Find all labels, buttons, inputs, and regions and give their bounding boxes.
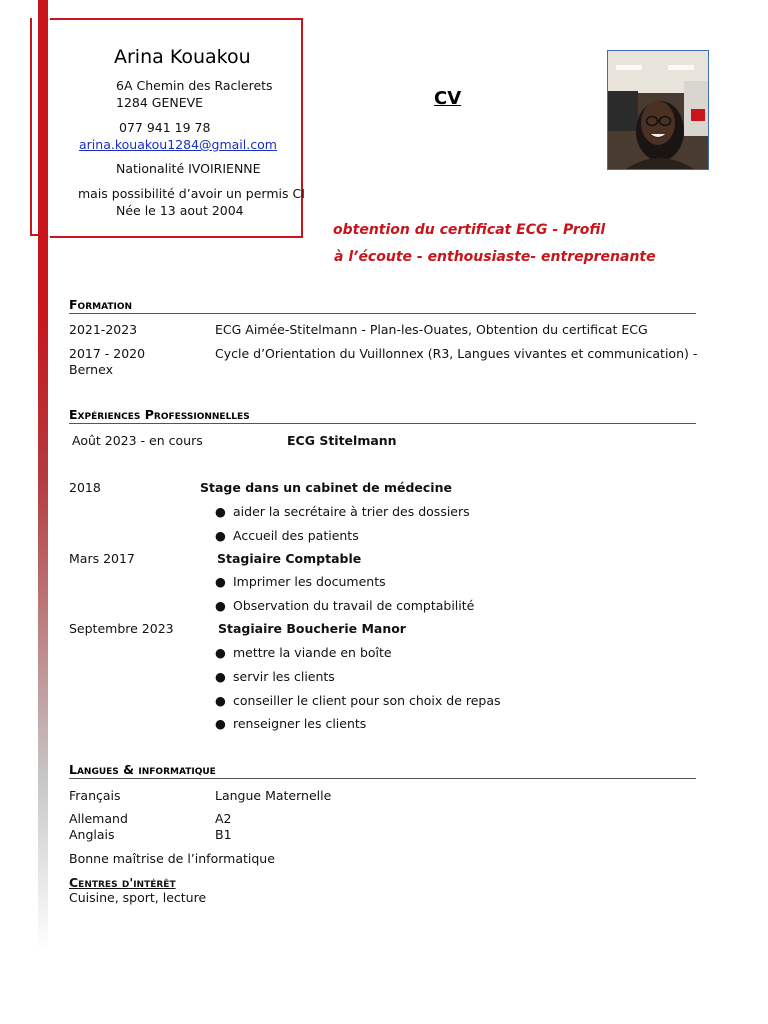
language-level: A2 — [215, 811, 232, 826]
language-name: Français — [69, 788, 121, 803]
bullet-icon: ● — [215, 598, 226, 613]
experiences-heading: Expériences Professionnelles — [69, 407, 696, 424]
nationality: Nationalité IVOIRIENNE — [116, 161, 261, 176]
cv-title: CV — [434, 88, 462, 109]
bullet-text: mettre la viande en boîte — [233, 645, 392, 660]
language-name: Allemand — [69, 811, 128, 826]
bullet-icon: ● — [215, 716, 226, 731]
profile-line1: obtention du certificat ECG - Profil — [333, 222, 606, 238]
experience-period: Mars 2017 — [69, 551, 135, 566]
bullet-icon: ● — [215, 669, 226, 684]
experience-title: Stagiaire Comptable — [217, 551, 362, 566]
contact-box-left-line — [30, 18, 32, 236]
language-name: Anglais — [69, 827, 115, 842]
experience-period: Septembre 2023 — [69, 621, 174, 636]
experience-title: ECG Stitelmann — [287, 433, 397, 448]
interests-text: Cuisine, sport, lecture — [69, 890, 207, 905]
address-line1: 6A Chemin des Raclerets — [116, 78, 273, 93]
bullet-icon: ● — [215, 645, 226, 660]
formation-desc-continued: Bernex — [69, 362, 113, 377]
experience-period: Août 2023 - en cours — [72, 433, 203, 448]
language-level: B1 — [215, 827, 232, 842]
bullet-text: Accueil des patients — [233, 528, 359, 543]
address-line2: 1284 GENEVE — [116, 95, 204, 110]
phone-number: 077 941 19 78 — [119, 120, 211, 135]
formation-desc: Cycle d’Orientation du Vuillonnex (R3, Langues vivantes et communication) - — [215, 346, 698, 361]
bullet-icon: ● — [215, 693, 226, 708]
formation-period: 2021-2023 — [69, 322, 138, 337]
experience-title: Stagiaire Boucherie Manor — [218, 621, 406, 636]
it-skills: Bonne maîtrise de l’informatique — [69, 851, 275, 866]
language-level: Langue Maternelle — [215, 788, 332, 803]
bullet-icon: ● — [215, 528, 226, 543]
profile-line2: à l’écoute - enthousiaste- entreprenante — [334, 249, 656, 265]
decorative-red-bar — [38, 0, 48, 950]
bullet-text: aider la secrétaire à trier des dossiers — [233, 504, 470, 519]
birth-date: Née le 13 aout 2004 — [116, 203, 244, 218]
permit-note: mais possibilité d’avoir un permis CI — [78, 186, 305, 201]
email-link[interactable]: arina.kouakou1284@gmail.com — [79, 137, 277, 152]
contact-box-left-foot — [30, 234, 38, 236]
formation-heading: Formation — [69, 297, 696, 314]
bullet-text: Observation du travail de comptabilité — [233, 598, 475, 613]
experience-title: Stage dans un cabinet de médecine — [200, 480, 452, 495]
bullet-icon: ● — [215, 504, 226, 519]
bullet-text: renseigner les clients — [233, 716, 367, 731]
experience-period: 2018 — [69, 480, 101, 495]
bullet-text: conseiller le client pour son choix de repas — [233, 693, 501, 708]
bullet-text: servir les clients — [233, 669, 335, 684]
candidate-name: Arina Kouakou — [114, 46, 251, 68]
profile-photo — [607, 50, 709, 170]
formation-desc: ECG Aimée-Stitelmann - Plan-les-Ouates, Obtention du certificat ECG — [215, 322, 648, 337]
languages-heading: Langues & informatique — [69, 762, 696, 779]
formation-period: 2017 - 2020 — [69, 346, 146, 361]
bullet-icon: ● — [215, 574, 226, 589]
interests-heading: Centres d'intérêt — [69, 875, 176, 890]
bullet-text: Imprimer les documents — [233, 574, 386, 589]
